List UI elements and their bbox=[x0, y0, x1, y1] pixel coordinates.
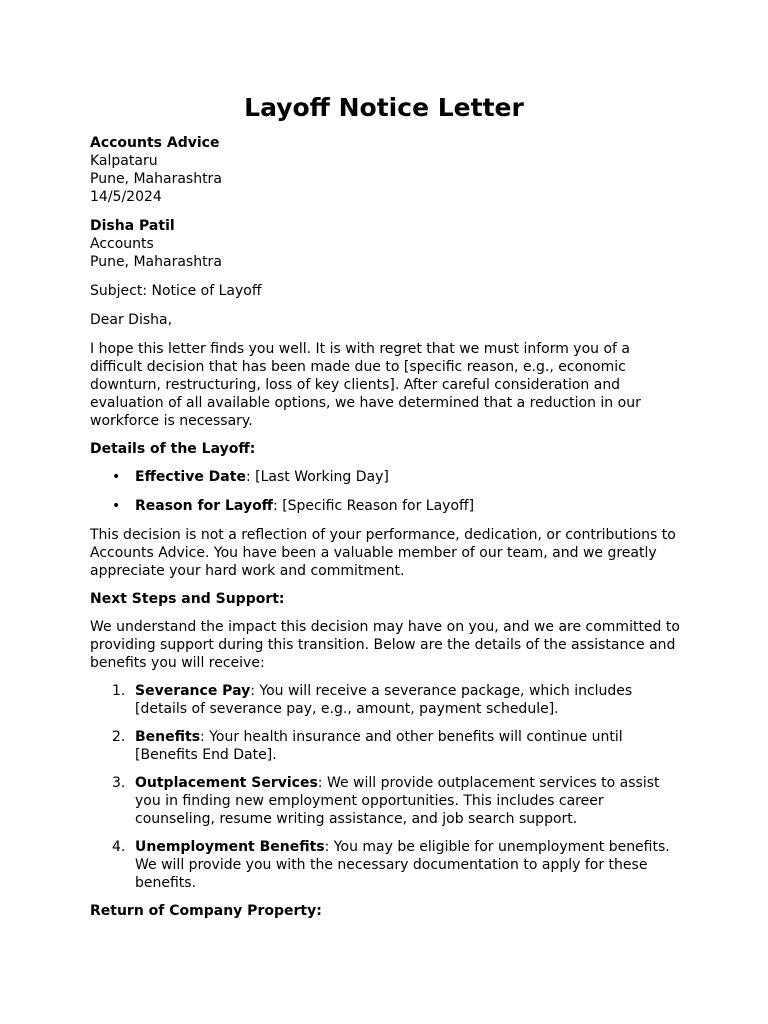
sender-address-line2: Pune, Maharashtra bbox=[90, 171, 222, 187]
item-label: Unemployment Benefits bbox=[135, 839, 325, 855]
list-item bbox=[90, 838, 678, 892]
item-text: : You will receive a severance package, which includes bbox=[250, 683, 633, 699]
item-text: We will provide you with the necessary documentation to apply for these bbox=[135, 857, 648, 873]
salutation: Dear Disha, bbox=[90, 312, 173, 328]
list-item bbox=[90, 497, 678, 515]
item-label: Outplacement Services bbox=[135, 775, 318, 791]
intro-paragraph bbox=[90, 340, 678, 430]
item-text: : Your health insurance and other benefits will continue until bbox=[200, 729, 623, 745]
paragraph-line: providing support during this transition. Below are the details of the assistance and bbox=[90, 637, 676, 653]
paragraph-line: difficult decision that has been made due to [specific reason, e.g., economic bbox=[90, 359, 626, 375]
paragraph-line: downturn, restructuring, loss of key clients]. After careful consideration and bbox=[90, 377, 621, 393]
list-item bbox=[90, 774, 678, 828]
item-label: Benefits bbox=[135, 729, 201, 745]
reflection-paragraph bbox=[90, 526, 678, 580]
paragraph-line: evaluation of all available options, we have determined that a reduction in our bbox=[90, 395, 641, 411]
letter-date: 14/5/2024 bbox=[90, 189, 162, 205]
support-list bbox=[90, 682, 678, 892]
details-heading: Details of the Layoff: bbox=[90, 441, 256, 457]
item-text: [Benefits End Date]. bbox=[135, 747, 277, 763]
item-text: : [Specific Reason for Layoff] bbox=[273, 498, 475, 514]
bullet-icon: • bbox=[112, 469, 121, 485]
item-text: [details of severance pay, e.g., amount, payment schedule]. bbox=[135, 701, 559, 717]
item-number: 4. bbox=[112, 839, 126, 855]
return-property-heading: Return of Company Property: bbox=[90, 903, 322, 919]
sender-address-line1: Kalpataru bbox=[90, 153, 158, 169]
details-list bbox=[90, 468, 678, 515]
letter-title: Layoff Notice Letter bbox=[244, 93, 524, 122]
item-label: Reason for Layoff bbox=[135, 498, 274, 514]
item-label: Severance Pay bbox=[135, 683, 251, 699]
bullet-icon: • bbox=[112, 498, 121, 514]
list-item bbox=[90, 682, 678, 718]
recipient-name: Disha Patil bbox=[90, 218, 175, 234]
item-text: benefits. bbox=[135, 875, 197, 891]
paragraph-line: workforce is necessary. bbox=[90, 413, 253, 429]
paragraph-line: We understand the impact this decision may have on you, and we are committed to bbox=[90, 619, 680, 635]
list-item bbox=[90, 728, 678, 764]
next-steps-heading: Next Steps and Support: bbox=[90, 591, 285, 607]
item-number: 3. bbox=[112, 775, 126, 791]
subject-line: Subject: Notice of Layoff bbox=[90, 283, 262, 299]
list-item bbox=[90, 468, 678, 486]
item-text: : [Last Working Day] bbox=[245, 469, 389, 485]
item-number: 1. bbox=[112, 683, 126, 699]
paragraph-line: Accounts Advice. You have been a valuable member of our team, and we greatly bbox=[90, 545, 657, 561]
paragraph-line: benefits you will receive: bbox=[90, 655, 265, 671]
sender-block bbox=[90, 134, 678, 206]
recipient-address: Pune, Maharashtra bbox=[90, 254, 222, 270]
item-text: : You may be eligible for unemployment benefits. bbox=[324, 839, 670, 855]
paragraph-line: appreciate your hard work and commitment. bbox=[90, 563, 405, 579]
paragraph-line: I hope this letter finds you well. It is with regret that we must inform you of a bbox=[90, 341, 630, 357]
item-text: counseling, resume writing assistance, and job search support. bbox=[135, 811, 578, 827]
item-text: you in finding new employment opportunities. This includes career bbox=[135, 793, 604, 809]
item-number: 2. bbox=[112, 729, 126, 745]
sender-company: Accounts Advice bbox=[90, 135, 220, 151]
item-text: : We will provide outplacement services to assist bbox=[317, 775, 660, 791]
support-paragraph bbox=[90, 618, 678, 672]
recipient-block bbox=[90, 217, 678, 271]
item-label: Effective Date bbox=[135, 469, 246, 485]
paragraph-line: This decision is not a reflection of your performance, dedication, or contributions to bbox=[90, 527, 676, 543]
recipient-department: Accounts bbox=[90, 236, 154, 252]
